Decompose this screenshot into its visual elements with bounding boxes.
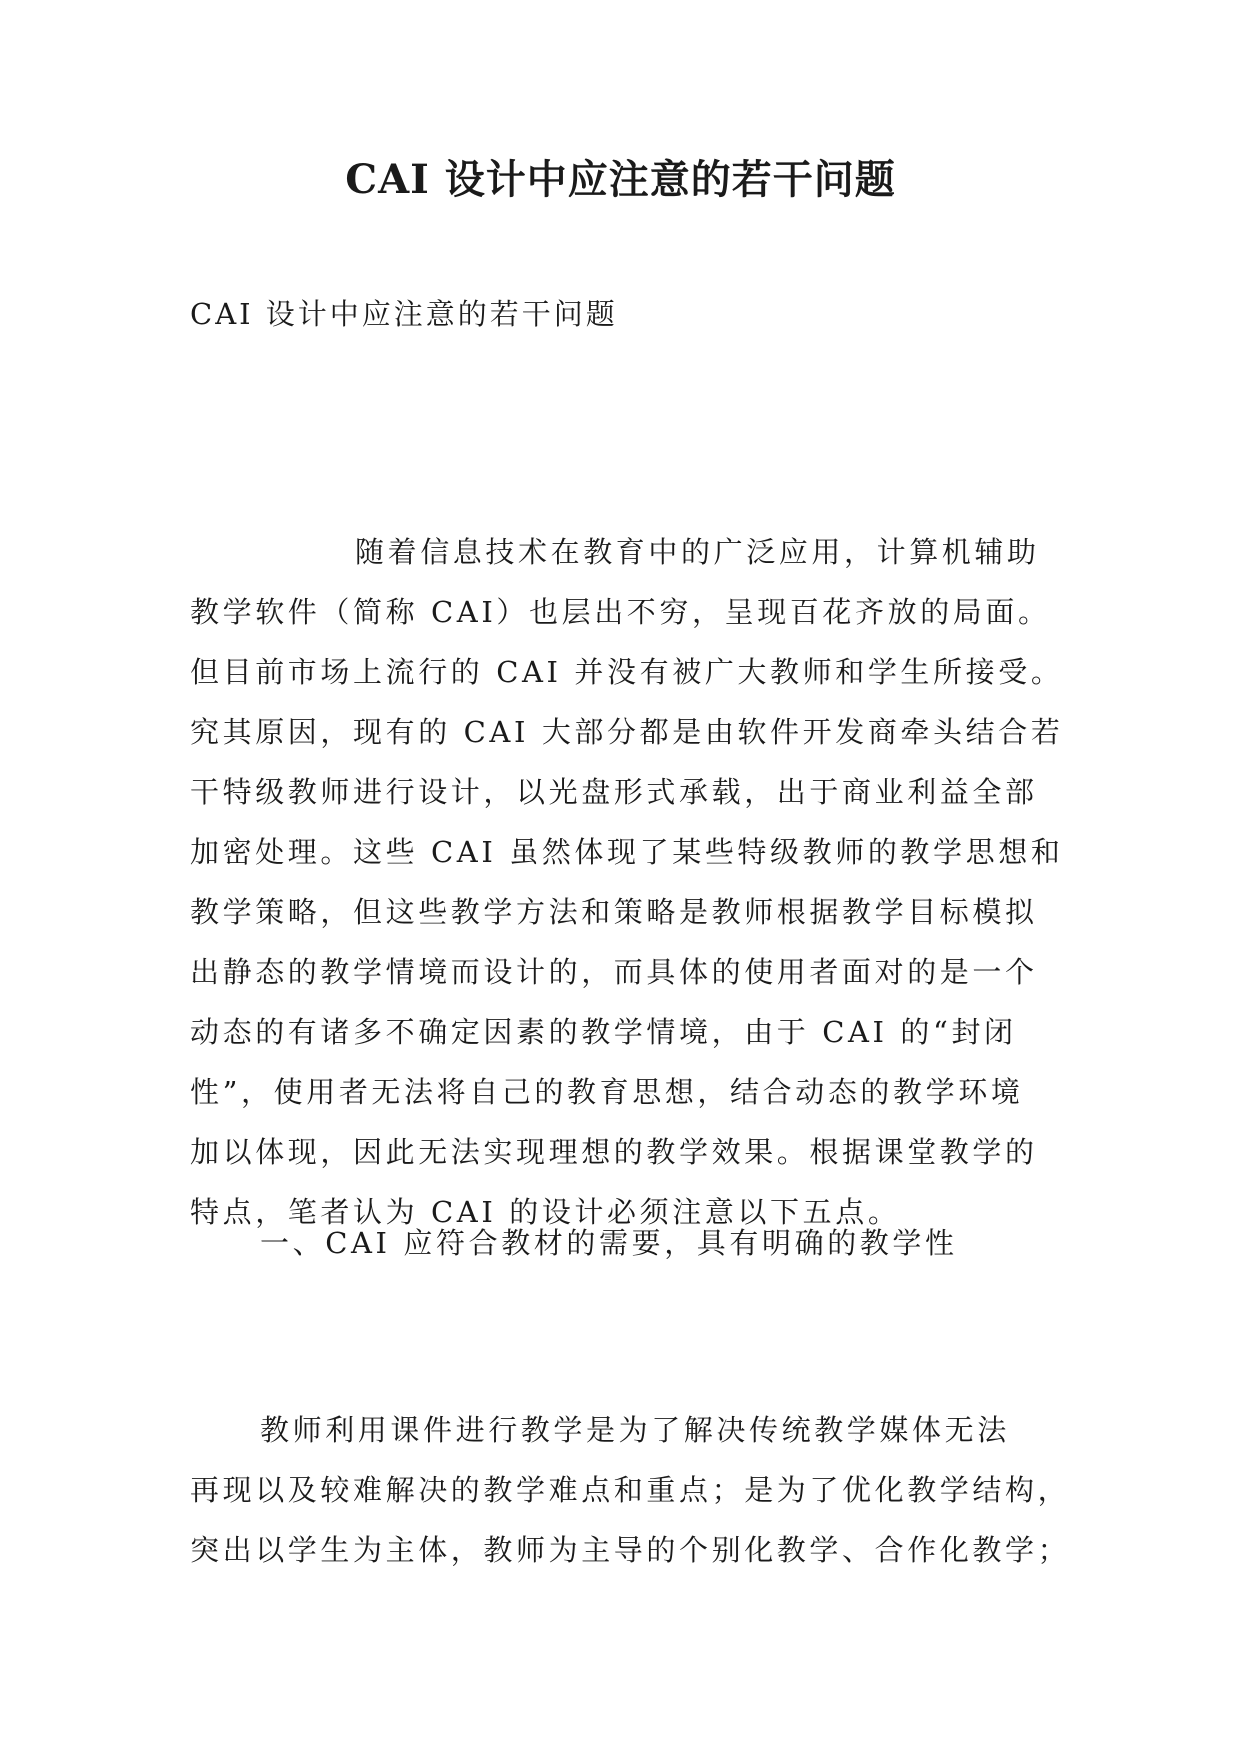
paragraph-section-1 [190, 1400, 1071, 1580]
paragraph-line: 教学软件（简称 CAI）也层出不穷，呈现百花齐放的局面。 [190, 595, 1051, 629]
document-subtitle: CAI 设计中应注意的若干问题 [190, 297, 618, 331]
paragraph-line: 再现以及较难解决的教学难点和重点；是为了优化教学结构， [190, 1473, 1071, 1507]
paragraph-intro [190, 522, 1064, 1242]
paragraph-line: 究其原因，现有的 CAI 大部分都是由软件开发商牵头结合若 [190, 715, 1064, 749]
paragraph-line: 突出以学生为主体，教师为主导的个别化教学、合作化教学； [190, 1533, 1071, 1567]
paragraph-line: 特点，笔者认为 CAI 的设计必须注意以下五点。 [190, 1195, 901, 1229]
paragraph-line: 出静态的教学情境而设计的，而具体的使用者面对的是一个 [190, 955, 1038, 989]
section-heading-text: 一、CAI 应符合教材的需要，具有明确的教学性 [260, 1226, 958, 1260]
paragraph-line: 性”，使用者无法将自己的教育思想，结合动态的教学环境 [190, 1075, 1024, 1109]
paragraph-line: 教师利用课件进行教学是为了解决传统教学媒体无法 [260, 1413, 1010, 1447]
paragraph-line: 随着信息技术在教育中的广泛应用，计算机辅助 [355, 535, 1040, 569]
paragraph-line: 加密处理。这些 CAI 虽然体现了某些特级教师的教学思想和 [190, 835, 1064, 869]
paragraph-line: 教学策略，但这些教学方法和策略是教师根据教学目标模拟 [190, 895, 1038, 929]
paragraph-line: 干特级教师进行设计，以光盘形式承载，出于商业利益全部 [190, 775, 1038, 809]
paragraph-line: 动态的有诸多不确定因素的教学情境，由于 CAI 的“封闭 [190, 1015, 1017, 1049]
paragraph-line: 但目前市场上流行的 CAI 并没有被广大教师和学生所接受。 [190, 655, 1064, 689]
section-heading-1 [190, 1213, 1052, 1273]
document-title: CAI 设计中应注意的若干问题 [345, 156, 896, 203]
paragraph-line: 加以体现，因此无法实现理想的教学效果。根据课堂教学的 [190, 1135, 1038, 1169]
